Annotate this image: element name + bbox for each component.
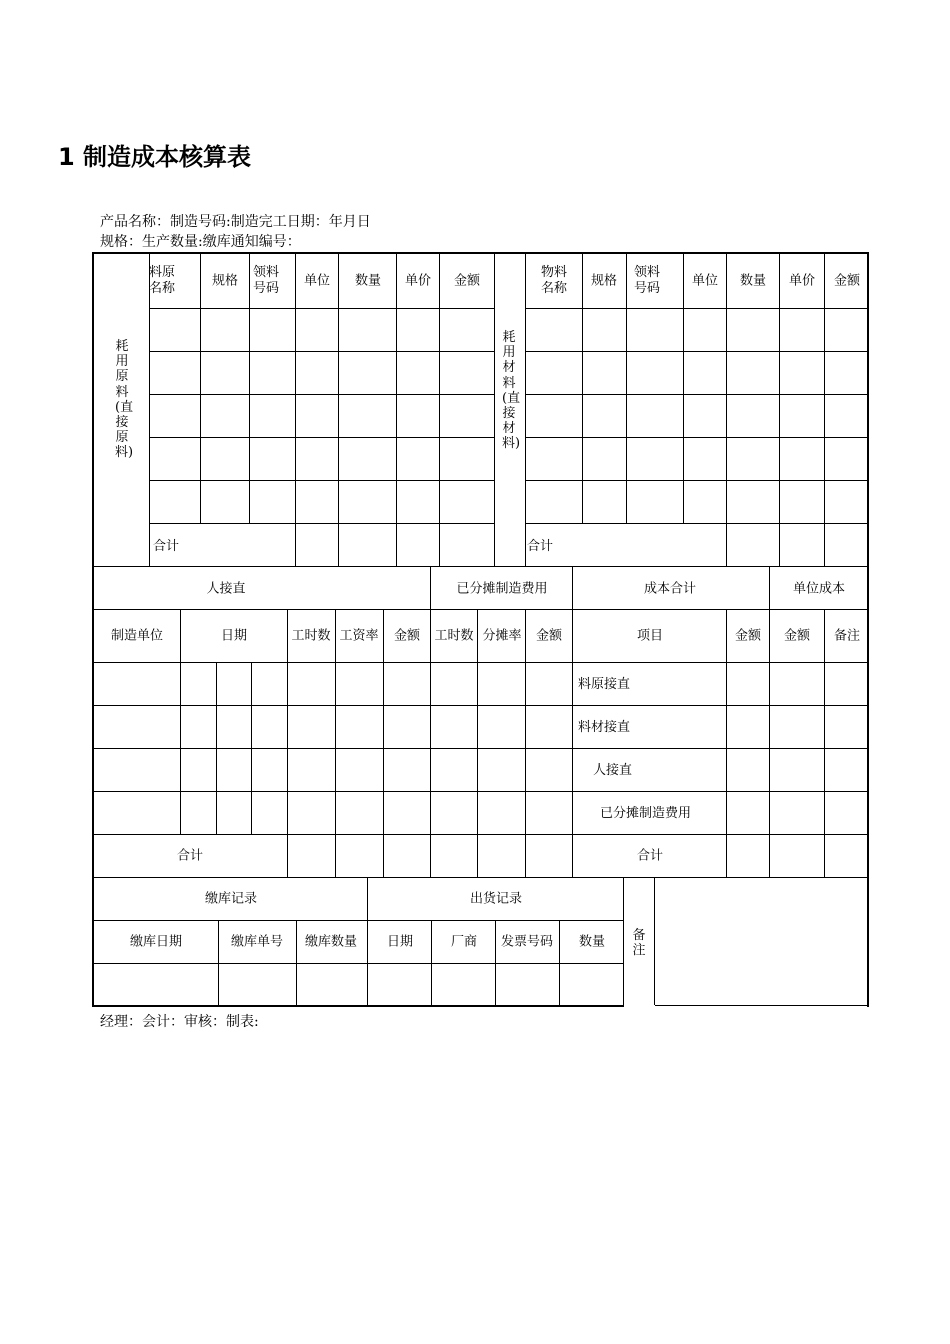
col-date: 日期 bbox=[220, 628, 248, 644]
grid-line bbox=[93, 566, 867, 567]
grid-line bbox=[525, 351, 867, 352]
records-remark-label: 备注 bbox=[632, 928, 646, 959]
right-subtotal-label: 合计 bbox=[527, 539, 554, 554]
col-alloc-rate: 分摊率 bbox=[482, 628, 522, 644]
grid-mask bbox=[199, 524, 202, 566]
grid-line bbox=[335, 609, 336, 877]
col-item: 项目 bbox=[636, 628, 664, 644]
grid-line bbox=[149, 253, 150, 566]
grid-line bbox=[525, 394, 867, 395]
table-border bbox=[92, 1005, 624, 1007]
right-col-price: 单价 bbox=[788, 273, 816, 289]
grid-line bbox=[93, 920, 623, 921]
col-oh-hours: 工时数 bbox=[434, 628, 474, 644]
grid-line bbox=[525, 609, 526, 877]
col-wage-rate: 工资率 bbox=[339, 628, 379, 644]
grid-line bbox=[383, 609, 384, 877]
grid-line bbox=[582, 253, 583, 523]
grid-line bbox=[824, 253, 825, 566]
left-col-req-no: 领料号码 bbox=[253, 265, 280, 296]
grid-line bbox=[93, 609, 867, 610]
col-vendor: 厂商 bbox=[450, 934, 478, 950]
shipment-heading: 出货记录 bbox=[469, 891, 523, 907]
grid-line bbox=[396, 253, 397, 566]
left-col-amount: 金额 bbox=[453, 273, 481, 289]
grid-line bbox=[430, 566, 431, 609]
right-col-unit: 单位 bbox=[691, 273, 719, 289]
grid-line bbox=[525, 480, 867, 481]
grid-line bbox=[726, 609, 727, 877]
grid-line bbox=[726, 253, 727, 566]
grid-mask bbox=[682, 524, 685, 566]
page-title: 1 制造成本核算表 bbox=[58, 143, 252, 171]
left-col-spec: 规格 bbox=[211, 273, 239, 289]
grid-line bbox=[779, 253, 780, 566]
grid-mask bbox=[248, 524, 251, 566]
grid-line bbox=[149, 351, 494, 352]
col-mfg-unit: 制造单位 bbox=[110, 628, 164, 644]
right-col-qty: 数量 bbox=[739, 273, 767, 289]
table-border bbox=[92, 252, 869, 254]
grid-line bbox=[249, 253, 250, 566]
cost-subtotal-label: 合计 bbox=[636, 848, 664, 864]
table-border bbox=[92, 252, 94, 1007]
grid-line bbox=[439, 253, 440, 566]
cost-item-direct-material: 料原接直 bbox=[578, 677, 631, 692]
grid-line bbox=[525, 523, 867, 524]
grid-line bbox=[93, 834, 867, 835]
left-section-label: 耗用原料(直接原料) bbox=[115, 339, 134, 461]
grid-line bbox=[93, 963, 623, 964]
header-line-1: 产品名称：制造号码:制造完工日期：年月日 bbox=[100, 214, 371, 230]
header-line-2: 规格：生产数量:缴库通知编号： bbox=[100, 234, 301, 250]
unit-cost-heading: 单位成本 bbox=[792, 581, 846, 597]
allocated-overhead-heading: 已分摊制造费用 bbox=[456, 581, 548, 597]
col-oh-amount: 金额 bbox=[535, 628, 563, 644]
grid-line bbox=[626, 253, 627, 523]
grid-line bbox=[623, 877, 624, 1005]
grid-line bbox=[525, 253, 526, 566]
grid-line bbox=[367, 877, 368, 1005]
grid-line bbox=[287, 609, 288, 877]
grid-line bbox=[295, 253, 296, 566]
grid-line bbox=[149, 308, 494, 309]
col-stock-in-qty: 缴库数量 bbox=[304, 934, 358, 950]
cost-item-direct-labor: 人接直 bbox=[593, 763, 633, 778]
left-col-name: 料原名称 bbox=[149, 265, 176, 296]
left-col-qty: 数量 bbox=[354, 273, 382, 289]
grid-line bbox=[824, 609, 825, 877]
grid-line bbox=[93, 748, 867, 749]
grid-line bbox=[149, 480, 494, 481]
grid-line bbox=[251, 662, 252, 834]
right-section-label: 耗用材料(直接材料) bbox=[502, 330, 521, 452]
grid-line bbox=[525, 437, 867, 438]
grid-line bbox=[338, 253, 339, 566]
grid-line bbox=[180, 609, 181, 834]
col-invoice-no: 发票号码 bbox=[500, 934, 554, 950]
cost-item-direct-supplies: 料材接直 bbox=[578, 720, 631, 735]
right-col-amount: 金额 bbox=[833, 273, 861, 289]
cost-item-overhead: 已分摊制造费用 bbox=[600, 806, 692, 821]
col-ship-qty: 数量 bbox=[578, 934, 606, 950]
grid-line bbox=[93, 791, 867, 792]
col-labor-amount: 金额 bbox=[393, 628, 421, 644]
left-col-unit: 单位 bbox=[303, 273, 331, 289]
grid-line bbox=[93, 705, 867, 706]
grid-line bbox=[430, 609, 431, 877]
stock-in-heading: 缴库记录 bbox=[204, 891, 258, 907]
grid-line bbox=[525, 308, 867, 309]
grid-line bbox=[655, 1005, 869, 1006]
col-cost-amount: 金额 bbox=[734, 628, 762, 644]
grid-line bbox=[93, 877, 867, 878]
right-col-spec: 规格 bbox=[590, 273, 618, 289]
grid-line bbox=[200, 253, 201, 566]
grid-line bbox=[495, 920, 496, 1005]
col-stock-in-date: 缴库日期 bbox=[129, 934, 183, 950]
grid-line bbox=[477, 609, 478, 877]
grid-line bbox=[93, 662, 867, 663]
signature-line: 经理：会计：审核：制表: bbox=[100, 1014, 259, 1030]
right-col-name: 物料名称 bbox=[541, 265, 568, 296]
col-stock-in-no: 缴库单号 bbox=[230, 934, 284, 950]
col-ship-date: 日期 bbox=[386, 934, 414, 950]
grid-line bbox=[296, 920, 297, 1005]
cost-total-heading: 成本合计 bbox=[643, 581, 697, 597]
col-unit-amount: 金额 bbox=[783, 628, 811, 644]
grid-line bbox=[149, 437, 494, 438]
right-col-req-no: 领料号码 bbox=[634, 265, 661, 296]
grid-line bbox=[654, 877, 655, 1005]
grid-mask bbox=[581, 524, 584, 566]
direct-labor-heading: 人接直 bbox=[206, 581, 246, 597]
left-subtotal-label: 合计 bbox=[153, 539, 180, 554]
left-col-price: 单价 bbox=[404, 273, 432, 289]
grid-line bbox=[216, 662, 217, 834]
col-hours: 工时数 bbox=[291, 628, 331, 644]
table-border bbox=[867, 252, 869, 1007]
col-remark: 备注 bbox=[833, 628, 861, 644]
labor-subtotal-label: 合计 bbox=[176, 848, 204, 864]
grid-line bbox=[431, 920, 432, 1005]
grid-line bbox=[218, 920, 219, 1005]
grid-line bbox=[572, 566, 573, 877]
grid-line bbox=[559, 920, 560, 1005]
grid-line bbox=[494, 253, 495, 566]
grid-line bbox=[769, 566, 770, 877]
grid-line bbox=[149, 394, 494, 395]
grid-mask bbox=[625, 524, 628, 566]
grid-line bbox=[683, 253, 684, 523]
